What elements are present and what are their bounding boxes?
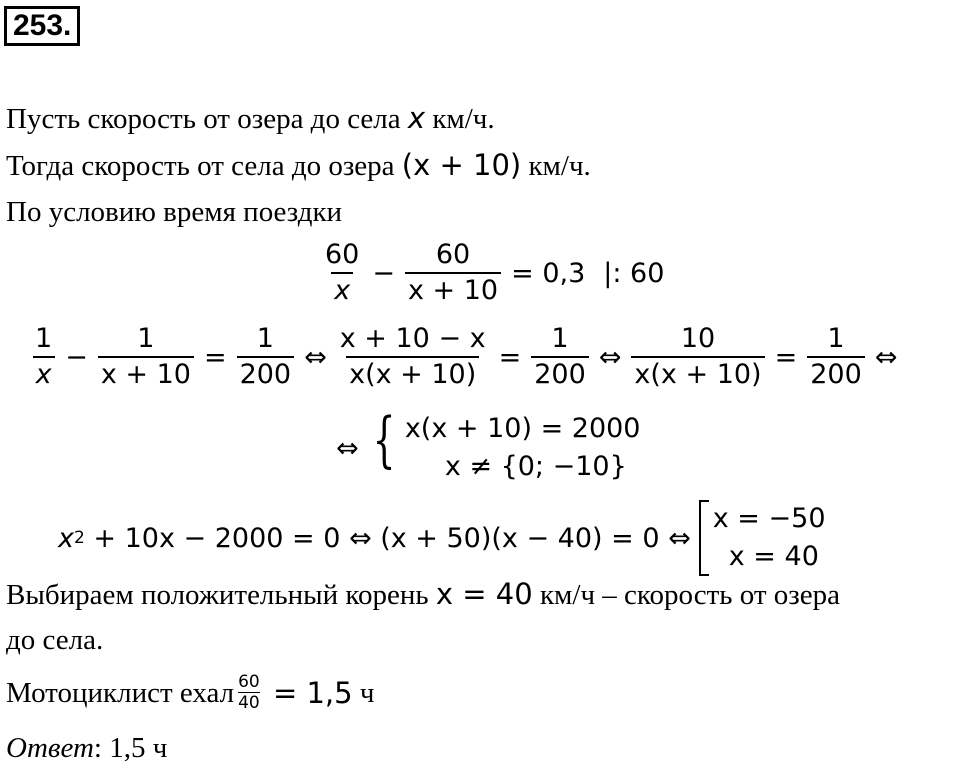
frac-denominator: 200 [807,356,865,392]
equation-1 [318,238,664,308]
frac-denominator: x [331,272,353,308]
division-note: |: 60 [603,257,665,289]
problem-number: 253. [4,6,80,46]
case-block [699,500,826,576]
frac-numerator: 1 [137,323,155,354]
case-2: x = 40 [728,541,819,572]
text-line-3: По условию время поездки [6,196,343,228]
frac-denominator: x(x + 10) [631,356,764,392]
iff-symbol: ⇔ [598,341,622,373]
frac-numerator: 1 [551,323,569,354]
line2-text-b: км/ч. [521,150,591,182]
conclusion-text-c: Мотоциклист ехал [6,676,235,709]
exponent: 2 [73,528,85,548]
curly-brace: { [372,405,396,475]
variable: x [58,522,74,554]
system-line-2: x ≠ {0; −10} [444,451,627,482]
fraction-60-over-x [322,238,362,308]
fraction [631,322,764,392]
square-bracket [699,500,709,576]
frac-numerator: 60 [238,672,260,692]
fraction-60-over-40 [238,672,260,713]
conclusion-line-1 [6,576,840,613]
text-line-1 [6,100,495,137]
conclusion-unit: ч [352,676,375,709]
line1-variable: x [407,101,426,135]
frac-numerator: 1 [827,323,845,354]
frac-denominator: x + 10 [405,272,501,308]
fraction [98,322,194,392]
frac-denominator: 200 [531,356,589,392]
answer-label: Ответ [6,732,94,764]
fraction [807,322,865,392]
answer-value: 1,5 ч [101,732,168,764]
frac-denominator: x(x + 10) [346,356,479,392]
frac-denominator: 40 [238,693,260,713]
frac-numerator: x + 10 − x [339,323,486,354]
line1-text-a: Пусть скорость от озера до села [6,103,408,135]
fraction [337,322,489,392]
frac-numerator: 60 [325,239,360,270]
fraction [32,322,55,392]
fraction-60-over-x-plus-10 [405,238,501,308]
conclusion-text-b: км/ч – скорость от озера [532,579,841,611]
frac-denominator: x [33,356,55,392]
frac-numerator: 1 [35,323,53,354]
conclusion-line-2: до села. [6,624,104,656]
frac-numerator: 1 [256,323,274,354]
fraction [237,322,295,392]
equation-system [330,405,641,486]
iff-symbol: ⇔ [336,432,359,464]
equation-3 [58,500,826,576]
conclusion-line-3 [6,672,374,713]
line1-text-b: км/ч. [425,103,495,135]
line2-text-a: Тогда скорость от села до озера [6,150,402,182]
conclusion-result: = 1,5 [263,675,353,710]
frac-denominator: 200 [237,356,295,392]
equation-2 [28,322,903,392]
system-block [365,405,641,486]
conclusion-text-a: Выбираем положительный корень [6,579,436,611]
equation-rhs: = 0,3 [511,257,586,289]
text-line-2 [6,147,591,184]
equation-3-rest: + 10x − 2000 = 0 ⇔ (x + 50)(x − 40) = 0 ⇔ [84,522,691,554]
minus-sign: − [65,341,88,373]
iff-symbol: ⇔ [304,341,327,373]
conclusion-expression: x = 40 [435,577,533,611]
frac-numerator: 10 [680,323,716,354]
case-1: x = −50 [712,503,826,534]
equals-sign: = [498,341,522,373]
equals-sign: = [203,341,227,373]
line2-expression: (x + 10) [401,148,522,182]
frac-denominator: x + 10 [98,356,194,392]
answer-line [6,730,167,766]
minus-sign: − [372,257,395,289]
equals-sign: = [774,341,798,373]
iff-symbol: ⇔ [874,341,898,373]
fraction [531,322,589,392]
answer-colon: : [93,732,102,764]
system-line-1: x(x + 10) = 2000 [404,413,641,444]
frac-numerator: 60 [435,239,471,270]
